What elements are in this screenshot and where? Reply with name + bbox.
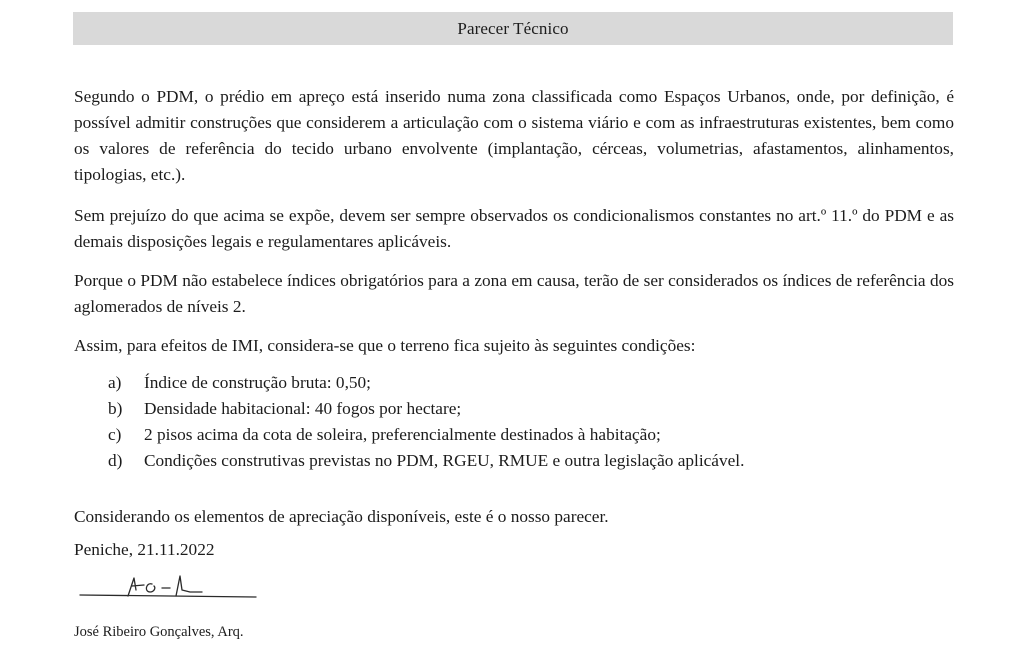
- signer-name: José Ribeiro Gonçalves, Arq.: [74, 624, 244, 640]
- list-marker: b): [108, 399, 123, 418]
- list-item-text: Índice de construção bruta: 0,50;: [144, 373, 371, 392]
- paragraph-conclusion: Considerando os elementos de apreciação disponíveis, este é o nosso parecer.: [74, 507, 609, 526]
- paragraph-imi-intro: Assim, para efeitos de IMI, considera-se que o terreno fica sujeito às seguintes condições:: [74, 336, 696, 355]
- list-item-text: Densidade habitacional: 40 fogos por hectare;: [144, 399, 462, 418]
- list-item: [108, 422, 744, 448]
- document-title-bar: [73, 12, 953, 45]
- paragraph-zoning: Segundo o PDM, o prédio em apreço está inserido numa zona classificada como Espaços Urbanos, onde, por definição, é possível admitir construções que considerem a articulação com o sistema viário e com as infraestruturas existentes, bem como os valores de referência do tecido urbano envolvente (implantação, cérceas, volumetrias, afastamentos, alinhamentos, tipologias, etc.).: [74, 87, 954, 184]
- list-item: [108, 370, 744, 396]
- paragraph-constraints: Sem prejuízo do que acima se expõe, devem ser sempre observados os condicionalismos constantes no art.º 11.º do PDM e as demais disposições legais e regulamentares aplicáveis.: [74, 206, 954, 251]
- list-marker: a): [108, 373, 122, 392]
- list-item-text: 2 pisos acima da cota de soleira, preferencialmente destinados à habitação;: [144, 425, 661, 444]
- document-title: Parecer Técnico: [457, 18, 569, 38]
- handwritten-signature: [78, 570, 258, 606]
- paragraph-indices: Porque o PDM não estabelece índices obrigatórios para a zona em causa, terão de ser considerados os índices de referência dos aglomerados de níveis 2.: [74, 271, 954, 316]
- list-marker: d): [108, 451, 123, 470]
- list-item: [108, 448, 744, 474]
- conditions-list: [108, 370, 744, 474]
- list-item: [108, 396, 744, 422]
- list-marker: c): [108, 425, 122, 444]
- place-date: Peniche, 21.11.2022: [74, 540, 215, 559]
- list-item-text: Condições construtivas previstas no PDM, RGEU, RMUE e outra legislação aplicável.: [144, 451, 745, 470]
